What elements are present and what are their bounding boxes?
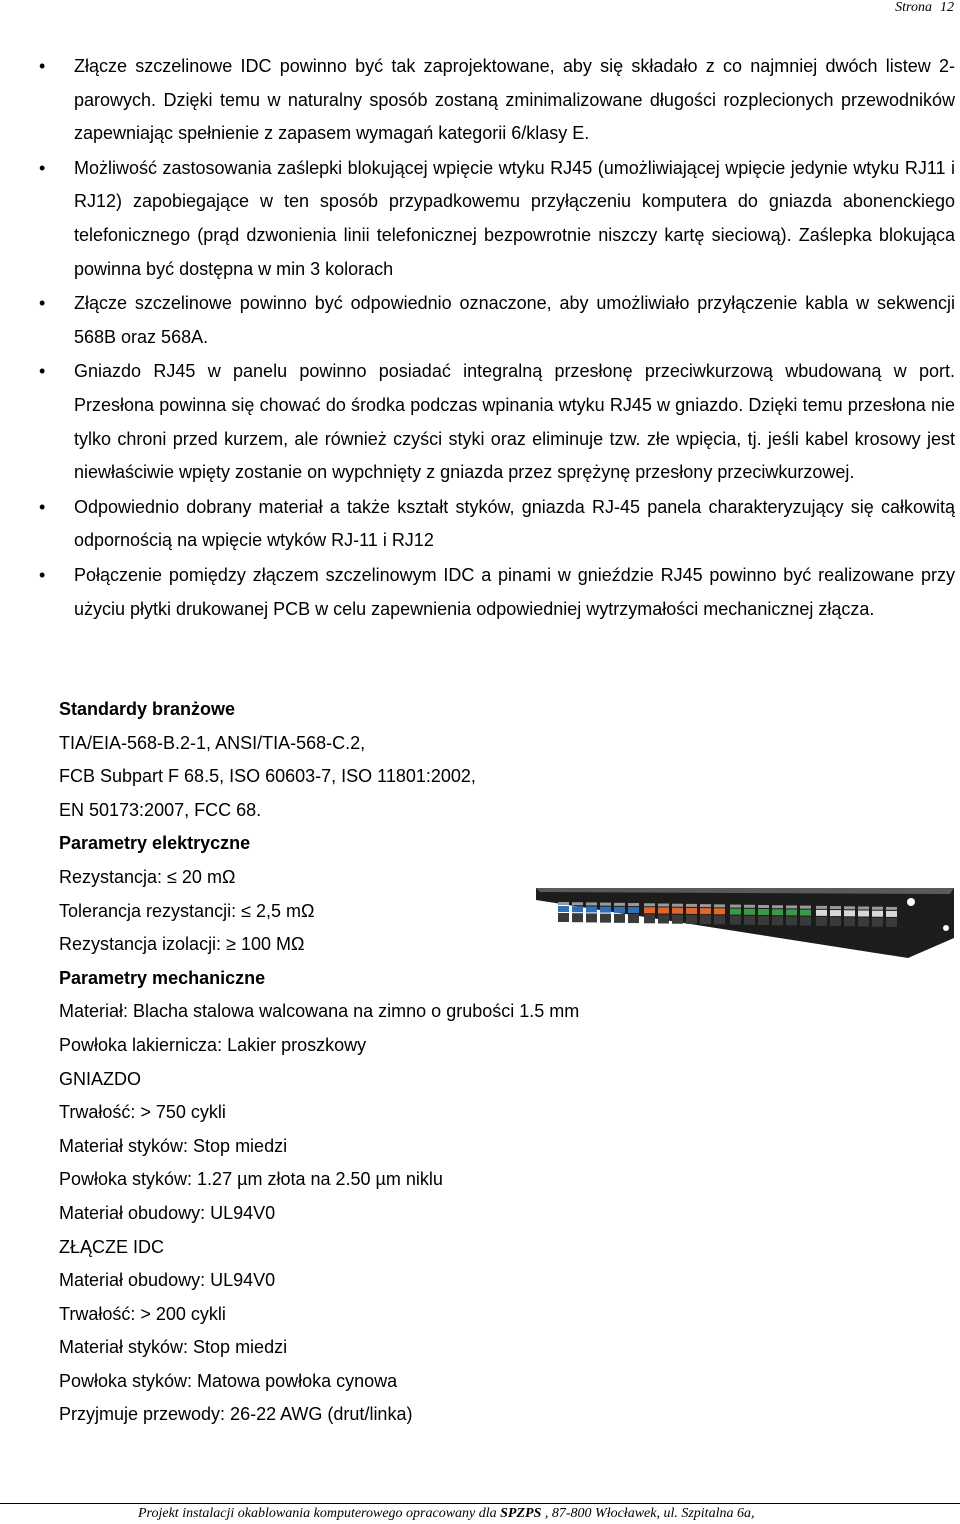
port-label <box>600 903 611 906</box>
port-shutter <box>686 908 697 914</box>
port-shutter <box>700 908 711 914</box>
port-shutter <box>628 907 639 913</box>
spec-line: Materiał obudowy: UL94V0 <box>59 1202 276 1223</box>
port-label <box>714 904 725 907</box>
port-shutter <box>772 909 783 915</box>
port-shutter <box>816 910 827 916</box>
rj45-port <box>830 917 841 926</box>
rj45-port <box>744 916 755 925</box>
port-shutter <box>830 910 841 916</box>
list-item: • Odpowiednio dobrany materiał a także kształt styków, gniazda RJ-45 panela charakteryzujący się całkowitą odpornością na wpięcie wtyków RJ-11 i RJ12 <box>40 491 955 558</box>
port-shutter <box>600 907 611 913</box>
port-shutter <box>586 906 597 912</box>
port-label <box>558 902 569 905</box>
spec-line: Materiał obudowy: UL94V0 <box>59 1270 276 1291</box>
list-item: • Połączenie pomiędzy złączem szczelinowym IDC a pinami w gnieździe RJ45 powinno być realizowane przy użyciu płytki drukowanej PCB w celu zapewnienia odpowiedniej wytrzymałości mechanicznej złącza. <box>40 559 955 626</box>
spec-line: Rezystancja izolacji: ≥ 100 MΩ <box>59 934 305 955</box>
rj45-port <box>844 917 855 926</box>
port-label <box>744 905 755 908</box>
rj45-port <box>772 916 783 925</box>
mount-hole-bottom <box>943 925 949 931</box>
port-label <box>572 902 583 905</box>
port-shutter <box>672 908 683 914</box>
rj45-port <box>614 914 625 923</box>
rj45-port <box>758 916 769 925</box>
page-label: Strona <box>895 0 932 15</box>
page-header <box>895 0 954 16</box>
port-shutter <box>844 910 855 916</box>
port-label <box>872 907 883 910</box>
port-label <box>730 905 741 908</box>
panel-logo <box>544 910 550 920</box>
rj45-port <box>800 917 811 926</box>
footer-org: SPZPS <box>500 1506 542 1521</box>
footer-text: Projekt instalacji okablowania komputerowego opracowany dla <box>138 1506 501 1521</box>
footer-address: , 87-800 Włocławek, ul. Szpitalna 6a, <box>541 1506 755 1521</box>
rj45-port <box>628 914 639 923</box>
port-shutter <box>800 910 811 916</box>
port-label <box>772 905 783 908</box>
requirements-list <box>40 50 955 626</box>
spec-line: Tolerancja rezystancji: ≤ 2,5 mΩ <box>59 900 315 921</box>
port-shutter <box>886 911 897 917</box>
port-label <box>644 903 655 906</box>
port-shutter <box>872 911 883 917</box>
section-heading: Parametry mechaniczne <box>59 967 266 988</box>
rj45-port <box>786 916 797 925</box>
list-item: • Możliwość zastosowania zaślepki blokującej wpięcie wtyku RJ45 (umożliwiającej wpięcie jedynie wtyku RJ11 i RJ12) zapobiegające w ten sposób przypadkowemu przyłączeniu komputera do gniazda abonenckiego telefonicznego (prąd dzwonienia linii telefonicznej bezpowrotnie niszczy kartę sieciową). Zaślepka blokująca powinna być dostępna w min 3 kolorach <box>40 152 955 286</box>
port-label <box>786 905 797 908</box>
port-label <box>844 906 855 909</box>
spec-line: Powłoka lakiernicza: Lakier proszkowy <box>59 1034 367 1055</box>
rj45-port <box>658 915 669 924</box>
spec-line: TIA/EIA-568-B.2-1, ANSI/TIA-568-C.2, <box>59 732 366 753</box>
spec-line: Powłoka styków: 1.27 µm złota na 2.50 µm niklu <box>59 1169 443 1190</box>
port-label <box>700 904 711 907</box>
port-label <box>686 904 697 907</box>
port-label <box>628 903 639 906</box>
specifications <box>59 693 659 1432</box>
port-label <box>816 906 827 909</box>
port-shutter <box>572 906 583 912</box>
patch-panel-image <box>536 888 954 958</box>
list-item: • Złącze szczelinowe IDC powinno być tak zaprojektowane, aby się składało z co najmniej dwóch listew 2-parowych. Dzięki temu w naturalny sposób zostaną zminimalizowane długości rozplecionych przewodników zapewniając spełnienie z zapasem wymagań kategorii 6/klasy E. <box>40 50 955 151</box>
spec-line: Materiał styków: Stop miedzi <box>59 1337 288 1358</box>
rj45-port <box>672 915 683 924</box>
rj45-port <box>886 918 897 927</box>
port-label <box>672 904 683 907</box>
port-shutter <box>614 907 625 913</box>
port-shutter <box>786 909 797 915</box>
page-number: 12 <box>940 0 954 15</box>
spec-line: Materiał: Blacha stalowa walcowana na zimno o grubości 1.5 mm <box>59 1001 580 1022</box>
port-label <box>586 902 597 905</box>
spec-line: EN 50173:2007, FCC 68. <box>59 799 262 820</box>
port-shutter <box>758 909 769 915</box>
port-shutter <box>858 911 869 917</box>
port-label <box>830 906 841 909</box>
port-label <box>758 905 769 908</box>
rj45-port <box>586 913 597 922</box>
port-shutter <box>714 908 725 914</box>
spec-line: Trwałość: > 750 cykli <box>59 1102 226 1123</box>
port-label <box>800 906 811 909</box>
spec-line: ZŁĄCZE IDC <box>59 1236 165 1257</box>
port-label <box>886 907 897 910</box>
rj45-port <box>686 915 697 924</box>
spec-line: GNIAZDO <box>59 1068 142 1089</box>
list-item: • Złącze szczelinowe powinno być odpowiednio oznaczone, aby umożliwiało przyłączenie kabla w sekwencji 568B oraz 568A. <box>40 287 955 354</box>
port-label <box>658 904 669 907</box>
page-footer <box>138 1505 754 1523</box>
spec-line: Powłoka styków: Matowa powłoka cynowa <box>59 1370 398 1391</box>
section-heading: Parametry elektryczne <box>59 833 251 854</box>
spec-line: Trwałość: > 200 cykli <box>59 1303 226 1324</box>
footer-divider <box>0 1503 960 1504</box>
rj45-port <box>816 917 827 926</box>
spec-line: Rezystancja: ≤ 20 mΩ <box>59 866 236 887</box>
rj45-port <box>700 915 711 924</box>
spec-line: FCB Subpart F 68.5, ISO 60603-7, ISO 11801:2002, <box>59 766 476 787</box>
rj45-port <box>730 916 741 925</box>
port-shutter <box>644 907 655 913</box>
rj45-port <box>872 918 883 927</box>
spec-line: Materiał styków: Stop miedzi <box>59 1135 288 1156</box>
rj45-port <box>644 914 655 923</box>
mount-hole-top <box>907 898 915 906</box>
rj45-port <box>600 914 611 923</box>
rj45-port <box>558 913 569 922</box>
rj45-port <box>858 918 869 927</box>
port-label <box>858 907 869 910</box>
port-shutter <box>730 909 741 915</box>
port-shutter <box>658 908 669 914</box>
port-label <box>614 903 625 906</box>
spec-line: Przyjmuje przewody: 26-22 AWG (drut/linka) <box>59 1404 413 1425</box>
port-shutter <box>744 909 755 915</box>
rj45-port <box>572 913 583 922</box>
port-shutter <box>558 906 569 912</box>
list-item: • Gniazdo RJ45 w panelu powinno posiadać integralną przesłonę przeciwkurzową wbudowaną w port. Przesłona powinna się chować do środka podczas wpinania wtyku RJ45 w gniazdo. Dzięki temu przesłona nie tylko chroni przed kurzem, ale również czyści styki oraz eliminuje tzw. złe wpięcia, tj. jeśli kabel krosowy jest niewłaściwie wpięty zostanie on wypchnięty z gniazda przez sprężynę przesłony przeciwkurzowej. <box>40 355 955 489</box>
section-heading: Standardy branżowe <box>59 699 236 719</box>
rj45-port <box>714 915 725 924</box>
